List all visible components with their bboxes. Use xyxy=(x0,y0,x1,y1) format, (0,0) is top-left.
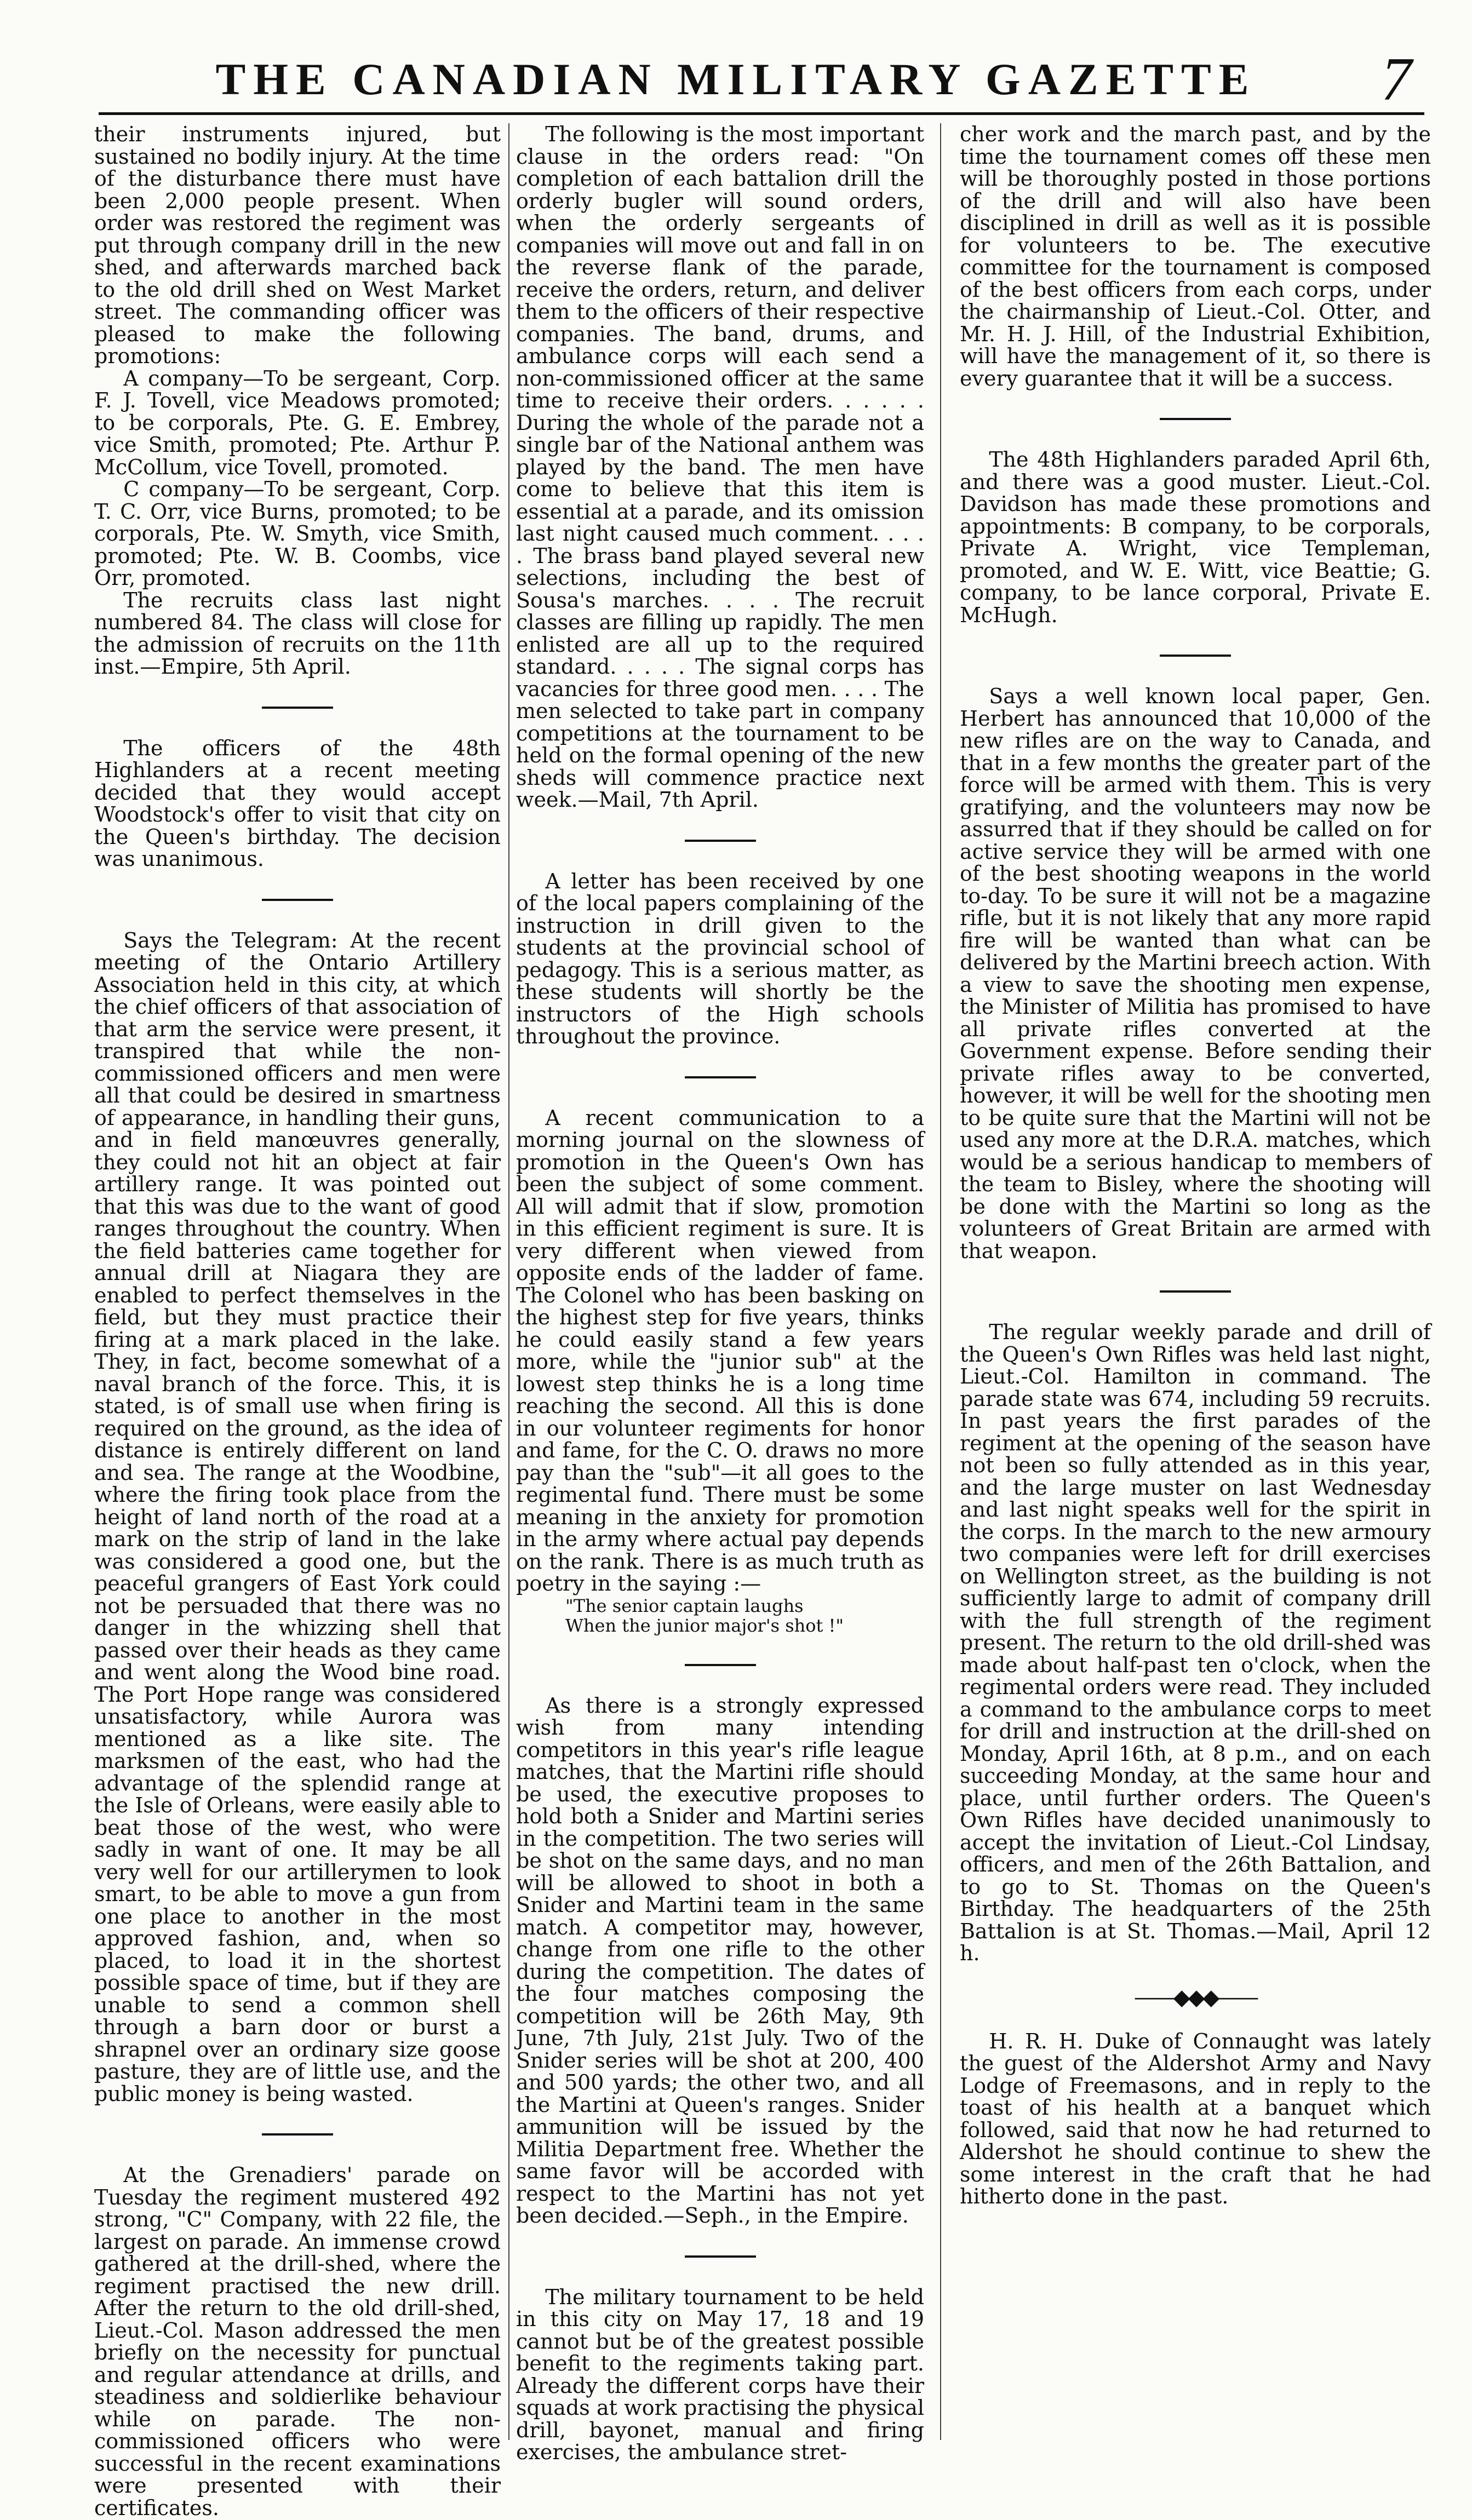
article-paragraph: The officers of the 48th Highlanders at a recent meeting decided that they would accept Woodstock's offer to visit that city on the Queen's birthday. The decision was unanimous. xyxy=(94,736,501,871)
section-divider xyxy=(1160,655,1231,657)
section-divider xyxy=(685,1076,756,1078)
column-1 xyxy=(94,122,501,2520)
article-paragraph: The regular weekly parade and drill of the Queen's Own Rifles was held last night, Lieut.-Col. Hamilton in command. The parade state was 674, including 59 recruits. In past years the first parades of the regiment at the opening of the season have not been so fully attended as in this year, and the large muster on last Wednesday and last night speaks well for the spirit in the corps. In the march to the new armoury two companies were left for drill exercises on Wellington street, as the building is not sufficiently large to admit of company drill with the full strength of the regiment present. The return to the old drill-shed was made about half-past ten o'clock, when the regimental orders were read. They included a command to the ambulance corps to meet for drill and instruction at the drill-shed on Monday, April 16th, at 8 p.m., and on each succeeding Monday, at the same hour and place, until further orders. The Queen's Own Rifles have decided unanimously to accept the invitation of Lieut.-Col Lindsay, officers, and men of the 26th Battalion, and to go to St. Thomas on the Queen's Birthday. The headquarters of the 25th Battalion is at St. Thomas.—Mail, April 12 h. xyxy=(960,1320,1431,1965)
promotion-item: C company—To be sergeant, Corp. T. C. Orr, vice Burns, promoted; to be corporals, Pte. W. Smyth, vice Smith, promoted; Pte. W. B. Coombs, vice Orr, promoted. xyxy=(94,477,501,590)
quote-line: "The senior captain laughs xyxy=(565,1595,804,1616)
newspaper-title: THE CANADIAN MILITARY GAZETTE xyxy=(215,54,1257,104)
section-divider xyxy=(262,899,333,901)
section-divider xyxy=(262,2133,333,2136)
section-divider xyxy=(262,707,333,709)
masthead-rule xyxy=(99,112,1424,115)
column-separator xyxy=(940,123,941,2440)
article-paragraph: At the Grenadiers' parade on Tuesday the regiment mustered 492 strong, "C" Company, with 22 file, the largest on parade. An immense crowd gathered at the drill-shed, where the regiment practised the new drill. After the return to the old drill-shed, Lieut.-Col. Mason addressed the men briefly on the necessity for punctual and regular attendance at drills, and steadiness and soldierlike behaviour while on parade. The non-commissioned officers who were successful in the recent examinations were presented with their certificates. xyxy=(94,2163,501,2520)
column-3 xyxy=(960,123,1431,2440)
article-paragraph: H. R. H. Duke of Connaught was lately the guest of the Aldershot Army and Navy Lodge of Freemasons, and in reply to the toast of his health at a banquet which followed, said that now he had returned to Aldershot he should continue to shew the some interest in the craft that he had hitherto done in the past. xyxy=(960,2029,1431,2208)
section-divider xyxy=(1160,418,1231,420)
promotion-item: A company—To be sergeant, Corp. F. J. Tovell, vice Meadows promoted; to be corporals, Pte. G. E. Embrey, vice Smith, promoted; Pte. Arthur P. McCollum, vice Tovell, promoted. xyxy=(94,366,501,479)
page-number: 7 xyxy=(1381,45,1412,113)
article-paragraph: their instruments injured, but sustained no bodily injury. At the time of the disturbance there must have been 2,000 people present. When order was restored the regiment was put through company drill in the new shed, and afterwards marched back to the old drill shed on West Market street. The commanding officer was pleased to make the following promotions: xyxy=(94,122,501,368)
masthead xyxy=(0,45,1472,113)
article-paragraph: The military tournament to be held in this city on May 17, 18 and 19 cannot but be of the greatest possible benefit to the regiments taking part. Already the different corps have their squads at work practising the physical drill, bayonet, manual and firing exercises, the ambulance stret- xyxy=(516,2284,924,2464)
section-divider xyxy=(1160,1290,1231,1293)
column-separator xyxy=(508,123,509,2440)
ornament-divider: ——◆◆◆—— xyxy=(1133,1984,1257,2010)
article-paragraph: cher work and the march past, and by the time the tournament comes off these men will be thoroughly posted in those portions of the drill and will also have been disciplined in drill as well as it is possible for volunteers to be. The executive committee for the tournament is composed of the best officers from each corps, under the chairmanship of Lieut.-Col. Otter, and Mr. H. J. Hill, of the Industrial Exhibition, will have the management of it, so there is every guarantee that it will be a success. xyxy=(960,122,1431,391)
article-paragraph: Says a well known local paper, Gen. Herbert has announced that 10,000 of the new rifles are on the way to Canada, and that in a few months the greater part of the force will be armed with them. This is very gratifying, and the volunteers may now be assurred that if they should be called on for active service they will be armed with one of the best shooting weapons in the world to-day. To be sure it will not be a magazine rifle, but it is not likely that any more rapid fire will be wanted than what can be delivered by the Martini breech action. With a view to save the shooting men expense, the Minister of Militia has promised to have all private rifles converted at the Government expense. Before sending their private rifles away to be converted, however, it will be well for the shooting men to be quite sure that the Martini will not be used any more at the D.R.A. matches, which would be a serious handicap to members of the team to Bisley, where the shooting will be done with the Martini so long as the volunteers of Great Britain are armed with that weapon. xyxy=(960,684,1431,1263)
article-paragraph: The 48th Highlanders paraded April 6th, and there was a good muster. Lieut.-Col. Davidson has made these promotions and appointments: B company, to be corporals, Private A. Wright, vice Templeman, promoted, and W. E. Witt, vice Beattie; G. company, to be lance corporal, Private E. McHugh. xyxy=(960,447,1431,627)
promotion-item: The recruits class last night numbered 84. The class will close for the admission of recruits on the 11th inst.—Empire, 5th April. xyxy=(94,588,501,679)
section-divider xyxy=(685,1664,756,1666)
section-divider xyxy=(685,2255,756,2258)
verse-quote xyxy=(565,1596,924,1635)
article-paragraph: The following is the most important clause in the orders read: "On completion of each battalion drill the orderly bugler will sound orders, when the orderly sergeants of companies will move out and fall in on the reverse flank of the parade, receive the orders, return, and deliver them to the officers of their respective companies. The band, drums, and ambulance corps will each send a non-commissioned officer at the same time to receive their orders. . . . . . During the whole of the parade not a single bar of the National anthem was played by the band. The men have come to believe that this item is essential at a parade, and its omission last night caused much comment. . . . . The brass band played several new selections, including the best of Sousa's marches. . . . The recruit classes are filling up rapidly. The men enlisted are all up to the required standard. . . . . The signal corps has vacancies for three good men. . . . The men selected to take part in company competitions at the tournament to be held on the formal opening of the new sheds will commence practice next week.—Mail, 7th April. xyxy=(516,122,924,812)
article-paragraph: Says the Telegram: At the recent meeting of the Ontario Artillery Association held in this city, at which the chief officers of that association of that arm the service were present, it transpired that while the non-commissioned officers and men were all that could be desired in smartness of appearance, in handling their guns, and in field manœuvres generally, they could not hit an object at fair artillery range. It was pointed out that this was due to the want of good ranges throughout the country. When the field batteries came together for annual drill at Niagara they are enabled to perfect themselves in the field, but they must practice their firing at a mark placed in the lake. They, in fact, become somewhat of a naval branch of the force. This, it is stated, is of small use when firing is required on the ground, as the idea of distance is entirely different on land and sea. The range at the Woodbine, where the firing took place from the height of land north of the road at a mark on the strip of land in the lake was considered a good one, but the peaceful grangers of East York could not be persuaded that there was no danger in the whizzing shell that passed over their heads as they came and went along the Wood bine road. The Port Hope range was considered unsatisfactory, while Aurora was mentioned as a like site. The marksmen of the east, who had the advantage of the splendid range at the Isle of Orleans, were easily able to beat those of the west, who were sadly in want of one. It may be all very well for our artillerymen to look smart, to be able to move a gun from one place to another in the most approved fashion, and, when so placed, to load it in the shortest possible space of time, but if they are unable to send a common shell through a barn door or burst a shrapnel over an ordinary size goose pasture, they are of little use, and the public money is being wasted. xyxy=(94,928,501,2106)
quote-line: When the junior major's shot !" xyxy=(565,1615,844,1636)
article-paragraph: As there is a strongly expressed wish from many intending competitors in this year's rifle league matches, that the Martini rifle should be used, the executive proposes to hold both a Snider and Martini series in the competition. The two series will be shot on the same days, and no man will be allowed to shoot in both a Snider and Martini team in the same match. A competitor may, however, change from one rifle to the other during the competition. The dates of the four matches composing the competition will be 26th May, 9th June, 7th July, 21st July. Two of the Snider series will be shot at 200, 400 and 500 yards; the other two, and all the Martini at Queen's ranges. Snider ammunition will be issued by the Militia Department free. Whether the same favor will be accorded with respect to the Martini has not yet been decided.—Seph., in the Empire. xyxy=(516,1693,924,2228)
article-paragraph: A recent communication to a morning journal on the slowness of promotion in the Queen's Own has been the subject of some comment. All will admit that if slow, promotion in this efficient regiment is sure. It is very different when viewed from opposite ends of the ladder of fame. The Colonel who has been basking on the highest step for five years, thinks he could easily stand a few years more, while the "junior sub" at the lowest step thinks he is a long time reaching the second. All this is done in our volunteer regiments for honor and fame, for the C. O. draws no more pay than the "sub"—it all goes to the regimental fund. There must be some meaning in the anxiety for promotion in the army where actual pay depends on the rank. There is as much truth as poetry in the saying :— xyxy=(516,1105,924,1595)
section-divider xyxy=(685,840,756,842)
article-paragraph: A letter has been received by one of the local papers complaining of the instruction in drill given to the students at the provincial school of pedagogy. This is a serious matter, as these students will shortly be the instructors of the High schools throughout the province. xyxy=(516,869,924,1048)
column-2 xyxy=(516,122,924,2464)
